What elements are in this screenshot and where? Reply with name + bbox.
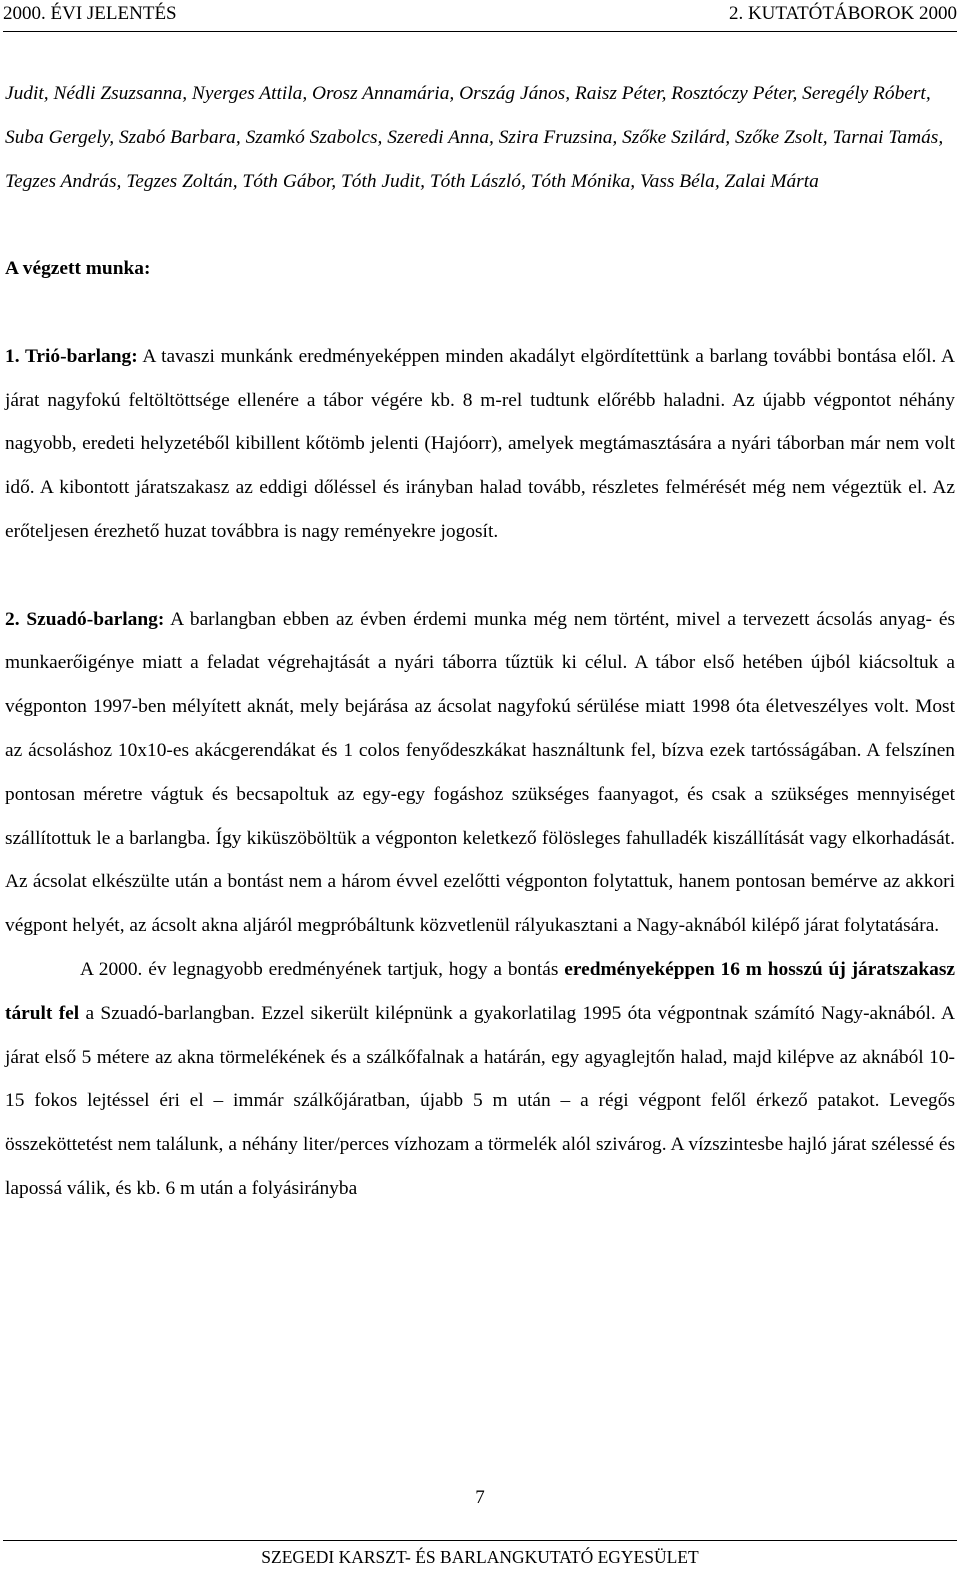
section-szuado-title: 2. Szuadó-barlang: [5,608,165,630]
p2-end: a Szuadó-barlangban. Ezzel sikerült kilépnünk a gyakorlatilag 1995 óta végpontnak számító Nagy-aknából. A járat első 5 métere az akna törmelékének és a szálkőfalnak a határán, egy agyaglejtőn halad, majd kilépve az aknából 10-15 fokos lejtéssel éri el – immár szálkőjáratban, újabb 5 m után – a régi végpont felől érkező patakot. Levegős összeköttetést nem találunk, a néhány liter/perces vízhozam a törmelék alól szivárog. A vízszintesbe hajló járat szélessé és lapossá válik, és kb. 6 m után a folyásirányba [5,1002,956,1199]
p2-bold: eredményeképpen 16 m hosszú új járatszakasz tárult fel [5,958,955,1024]
section-trio-barlang [5,335,955,554]
section-szuado-barlang [5,598,955,948]
page-number: 7 [475,1487,485,1508]
footer-divider [3,1540,957,1541]
section-szuado-paragraph-2 [5,948,955,1211]
header-left-title: 2000. ÉVI JELENTÉS [3,3,177,24]
header-divider [3,31,957,32]
participants-list: Judit, Nédli Zsuzsanna, Nyerges Attila, Orosz Annamária, Ország János, Raisz Péter, Rosztóczy Péter, Seregély Róbert, Suba Gergely, Szabó Barbara, Szamkó Szabolcs, Szeredi Anna, Szira Fruzsina, Szőke Szilárd, Szőke Zsolt, Tarnai Tamás, Tegzes András, Tegzes Zoltán, Tóth Gábor, Tóth Judit, Tóth László, Tóth Mónika, Vass Béla, Zalai Márta [5,83,944,192]
section-szuado-text: A barlangban ebben az évben érdemi munka még nem történt, mivel a tervezett ácsolás anyag- és munkaerőigénye miatt a feladat végrehajtását a nyári táborra tűztük ki célul. A tábor első hetében újból kiácsoltuk a végponton 1997-ben mélyített aknát, mely bejárása az ácsolat nagyfokú sérülése miatt 1998 óta életveszélyes volt. Most az ácsoláshoz 10x10-es akácgerendákat és 1 colos fenyődeszkákat használtunk fel, bízva ezek tartósságában. A felszínen pontosan méretre vágtuk és becsapoltuk az egy-egy fogáshoz szükséges faanyagot, és csak a szükséges mennyiséget szállítottuk le a barlangba. Így kiküszöböltük a végponton keletkező fölösleges fahulladék kiszállítását vagy elkorhadását. Az ácsolat elkészülte után a bontást nem a három évvel ezelőtti végponton folytattuk, hanem pontosan bemérve az akkori végpont helyét, az ácsolt akna aljáról megpróbáltunk közvetlenül rályukasztani a Nagy-aknából kilépő járat folytatására. [5,608,955,937]
section-trio-title: 1. Trió-barlang: [5,345,138,367]
page-content [5,72,955,1211]
header-right-title: 2. KUTATÓTÁBOROK 2000 [728,3,957,24]
page-header [0,0,960,28]
work-heading: A végzett munka: [5,258,151,280]
page-footer: SZEGEDI KARSZT- ÉS BARLANGKUTATÓ EGYESÜLET [261,1547,699,1567]
section-trio-text: A tavaszi munkánk eredményeképpen minden akadályt elgördítettünk a barlang további bontása elől. A járat nagyfokú feltöltöttsége ellenére a tábor végére kb. 8 m-rel tudtunk előrébb haladni. Az újabb végpontot néhány nagyobb, eredeti helyzetéből kibillent kőtömb jelenti (Hajóorr), amelyek megtámasztására a nyári táborban már nem volt idő. A kibontott járatszakasz az eddigi dőléssel és irányban halad tovább, részletes felmérését még nem végeztük el. Az erőteljesen érezhető huzat továbbra is nagy reményekre jogosít. [5,345,955,542]
p2-start: A 2000. év legnagyobb eredményének tartjuk, hogy a bontás [80,958,565,980]
